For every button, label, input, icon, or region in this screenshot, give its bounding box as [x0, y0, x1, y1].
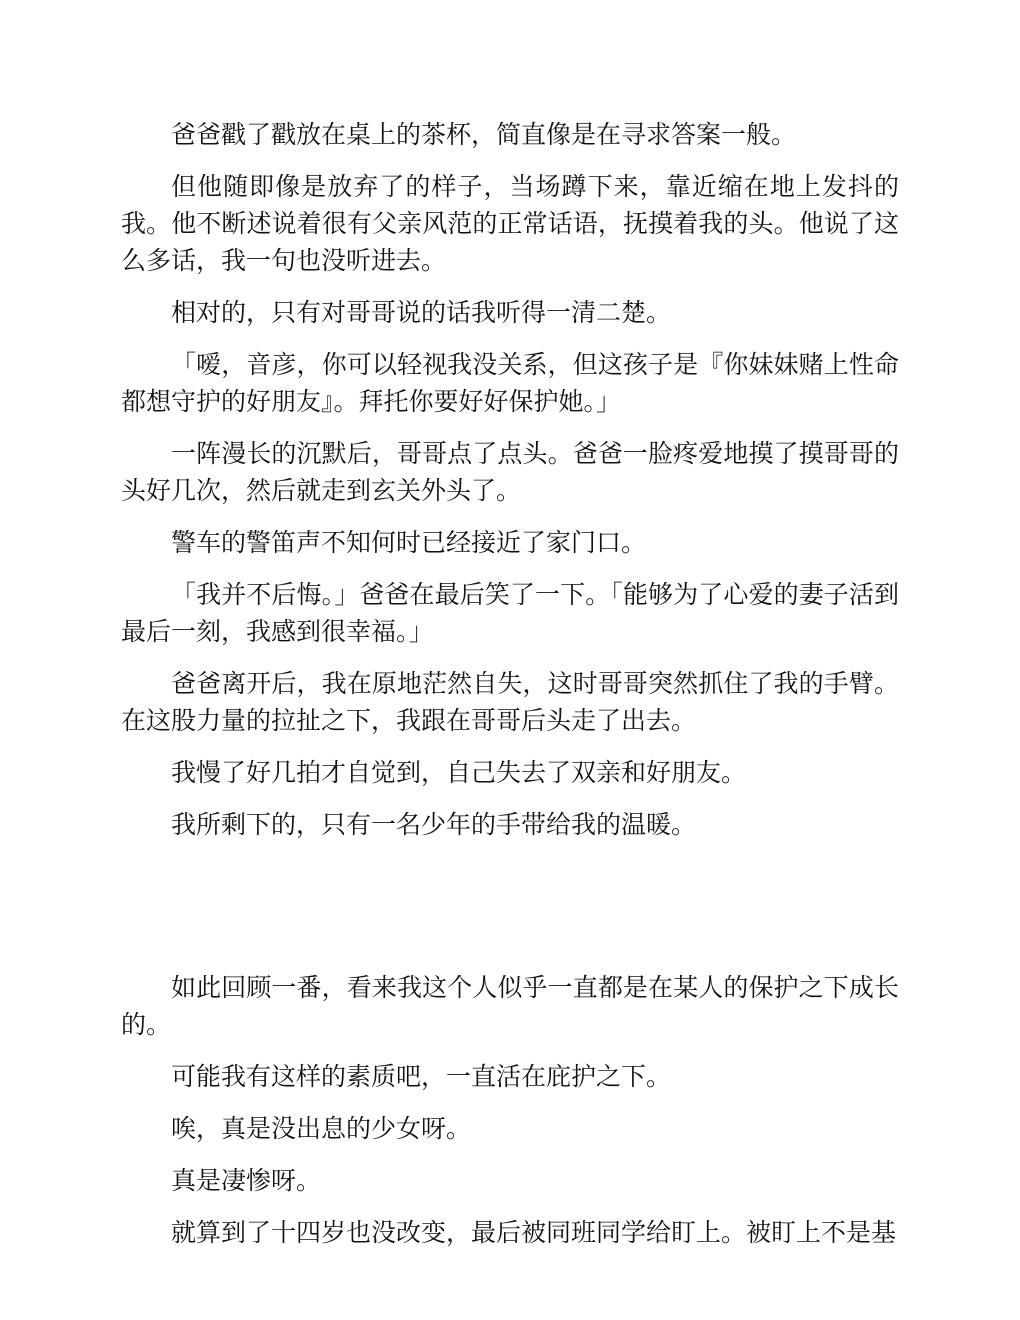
paragraph: 但他随即像是放弃了的样子，当场蹲下来，靠近缩在地上发抖的我。他不断述说着很有父亲风范的正常话语，抚摸着我的头。他说了这么多话，我一句也没听进去。 [121, 172, 899, 275]
paragraph: 爸爸离开后，我在原地茫然自失，这时哥哥突然抓住了我的手臂。在这股力量的拉扯之下，我跟在哥哥后头走了出去。 [121, 669, 899, 735]
body-text [121, 116, 899, 1266]
paragraph: 唉，真是没出息的少女呀。 [171, 1114, 472, 1143]
paragraph: 「我并不后悔。」爸爸在最后笑了一下。「能够为了心爱的妻子活到最后一刻，我感到很幸福。」 [121, 580, 899, 646]
paragraph: 相对的，只有对哥哥说的话我听得一清二楚。 [171, 298, 672, 327]
paragraph: 就算到了十四岁也没改变，最后被同班同学给盯上。被盯上不是基 [171, 1218, 897, 1247]
paragraph: 可能我有这样的素质吧，一直活在庇护之下。 [171, 1062, 672, 1091]
paragraph: 一阵漫长的沉默后，哥哥点了点头。爸爸一脸疼爱地摸了摸哥哥的头好几次，然后就走到玄关外头了。 [121, 439, 899, 505]
paragraph: 「嗳，音彦，你可以轻视我没关系，但这孩子是『你妹妹赌上性命都想守护的好朋友』。拜托你要好好保护她。」 [121, 350, 899, 416]
paragraph: 我慢了好几拍才自觉到，自己失去了双亲和好朋友。 [171, 758, 747, 787]
section-break [121, 858, 899, 969]
paragraph: 爸爸戳了戳放在桌上的茶杯，简直像是在寻求答案一般。 [171, 120, 797, 149]
paragraph: 真是凄惨呀。 [171, 1166, 322, 1195]
paragraph: 我所剩下的，只有一名少年的手带给我的温暖。 [171, 810, 697, 839]
paragraph: 如此回顾一番，看来我这个人似乎一直都是在某人的保护之下成长的。 [121, 973, 899, 1039]
paragraph: 警车的警笛声不知何时已经接近了家门口。 [171, 528, 647, 557]
